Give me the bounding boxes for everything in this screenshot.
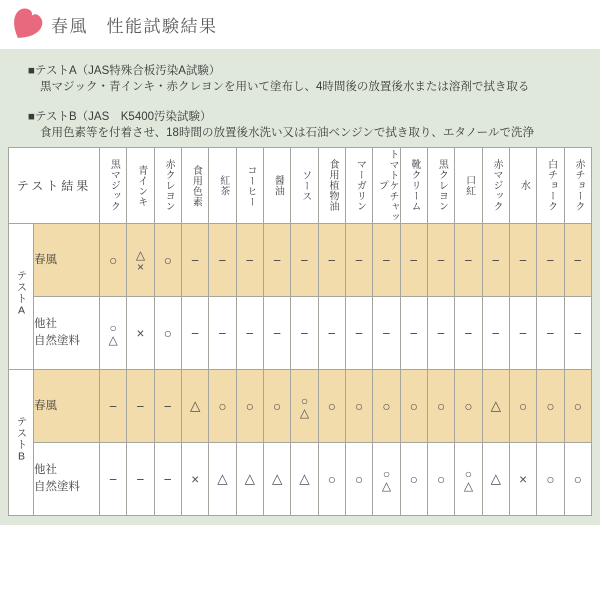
result-cell: ○	[318, 443, 345, 516]
column-header-label: 白チョーク	[545, 159, 557, 212]
note-b-heading: ■テストB（JAS K5400汚染試験）	[28, 111, 212, 123]
result-cell: −	[154, 443, 181, 516]
result-cell: ○	[345, 370, 372, 443]
result-cell: −	[509, 297, 536, 370]
result-cell: ○	[427, 370, 454, 443]
result-cell: ○	[263, 370, 290, 443]
result-cell: −	[564, 297, 591, 370]
column-header-10	[345, 148, 372, 224]
column-header-label: 食用色素	[190, 164, 202, 207]
column-header-16	[509, 148, 536, 224]
result-cell: −	[373, 224, 400, 297]
result-cell: △	[482, 443, 509, 516]
column-header-label: 赤マジック	[491, 159, 502, 212]
result-cell: −	[236, 224, 263, 297]
column-header-3	[154, 148, 181, 224]
column-header-label: ソース	[299, 169, 311, 202]
column-header-13	[427, 148, 454, 224]
results-table	[8, 147, 592, 516]
result-cell: −	[263, 224, 290, 297]
result-cell: −	[263, 297, 290, 370]
column-header-label: 水	[518, 180, 530, 191]
result-cell: △	[482, 370, 509, 443]
result-cell: ○	[318, 370, 345, 443]
result-cell: −	[509, 224, 536, 297]
column-header-label: トマトケチャップ	[376, 148, 398, 223]
group-label	[9, 224, 34, 370]
column-header-6	[236, 148, 263, 224]
table-row	[9, 297, 592, 370]
result-cell: ○	[455, 370, 482, 443]
result-cell: ○ △	[100, 297, 127, 370]
result-cell: −	[291, 297, 318, 370]
result-cell: △	[209, 443, 236, 516]
corner-header: テスト結果	[9, 148, 100, 224]
result-cell: ○	[100, 224, 127, 297]
result-cell: −	[318, 297, 345, 370]
column-header-7	[263, 148, 290, 224]
note-a-heading: ■テストA（JAS特殊合板汚染A試験）	[28, 65, 221, 77]
result-cell: −	[455, 297, 482, 370]
column-header-label: 口紅	[463, 175, 475, 196]
result-cell: ○	[564, 443, 591, 516]
column-header-14	[455, 148, 482, 224]
row-label: 春風	[34, 370, 100, 443]
row-label: 春風	[34, 224, 100, 297]
result-cell: ○	[209, 370, 236, 443]
result-cell: ○	[373, 370, 400, 443]
result-cell: −	[127, 370, 154, 443]
note-test-a	[28, 63, 588, 95]
result-cell: ○	[537, 370, 564, 443]
result-cell: −	[181, 224, 208, 297]
table-header-row	[9, 148, 592, 224]
result-cell: −	[345, 297, 372, 370]
result-cell: −	[537, 297, 564, 370]
table-row	[9, 224, 592, 297]
column-header-label: 赤クレヨン	[163, 159, 175, 212]
result-cell: ○	[400, 443, 427, 516]
result-cell: −	[291, 224, 318, 297]
result-cell: ○	[345, 443, 372, 516]
table-row	[9, 370, 592, 443]
result-cell: −	[427, 224, 454, 297]
row-label: 他社 自然塗料	[34, 297, 100, 370]
result-cell: −	[318, 224, 345, 297]
result-cell: △	[263, 443, 290, 516]
result-cell: △	[291, 443, 318, 516]
result-cell: ×	[509, 443, 536, 516]
sakura-petal-icon	[7, 3, 45, 47]
result-cell: −	[400, 224, 427, 297]
result-cell: △ ×	[127, 224, 154, 297]
result-cell: −	[455, 224, 482, 297]
column-header-15	[482, 148, 509, 224]
result-cell: −	[564, 224, 591, 297]
column-header-label: 食用植物油	[327, 159, 339, 212]
result-cell: −	[427, 297, 454, 370]
result-cell: ○	[154, 297, 181, 370]
result-cell: −	[373, 297, 400, 370]
note-a-body: 黒マジック・青インキ・赤クレヨンを用いて塗布し、4時間後の放置後水または溶剤で拭き取る	[40, 81, 530, 93]
result-cell: −	[482, 297, 509, 370]
column-header-5	[209, 148, 236, 224]
column-header-9	[318, 148, 345, 224]
result-cell: ○	[564, 370, 591, 443]
result-cell: −	[127, 443, 154, 516]
column-header-label: コーヒー	[245, 164, 257, 207]
group-label	[9, 370, 34, 516]
note-b-body: 食用色素等を付着させ、18時間の放置後水洗い又は石油ベンジンで拭き取り、エタノールで洗浄	[40, 127, 534, 139]
column-header-label: 黒クレヨン	[436, 159, 448, 212]
column-header-label: 紅茶	[217, 175, 229, 196]
result-cell: ○	[509, 370, 536, 443]
group-label-text: テストB	[15, 416, 28, 464]
result-cell: −	[400, 297, 427, 370]
test-notes	[28, 63, 588, 155]
result-cell: −	[100, 443, 127, 516]
page-title: 春風 性能試験結果	[51, 17, 218, 36]
group-label-text: テストA	[15, 270, 28, 318]
result-cell: ○ △	[291, 370, 318, 443]
column-header-17	[537, 148, 564, 224]
column-header-label: 赤チョーク	[573, 159, 585, 212]
note-test-b	[28, 109, 588, 141]
result-cell: ×	[181, 443, 208, 516]
result-cell: ×	[127, 297, 154, 370]
result-cell: −	[236, 297, 263, 370]
column-header-8	[291, 148, 318, 224]
column-header-4	[181, 148, 208, 224]
result-cell: ○	[236, 370, 263, 443]
column-header-label: 黒マジック	[108, 159, 120, 212]
titlebar	[0, 0, 600, 49]
result-cell: △	[236, 443, 263, 516]
column-header-2	[127, 148, 154, 224]
column-header-label: 靴クリーム	[409, 159, 421, 212]
result-cell: −	[100, 370, 127, 443]
result-cell: ○	[427, 443, 454, 516]
result-cell: ○ △	[455, 443, 482, 516]
result-cell: −	[154, 370, 181, 443]
column-header-11	[373, 148, 400, 224]
result-cell: −	[181, 297, 208, 370]
result-cell: ○	[154, 224, 181, 297]
result-cell: −	[209, 224, 236, 297]
result-cell: −	[209, 297, 236, 370]
table-row	[9, 443, 592, 516]
result-cell: −	[537, 224, 564, 297]
result-cell: −	[345, 224, 372, 297]
result-cell: −	[482, 224, 509, 297]
column-header-label: 青インキ	[135, 164, 147, 207]
result-cell: ○	[400, 370, 427, 443]
row-label: 他社 自然塗料	[34, 443, 100, 516]
column-header-12	[400, 148, 427, 224]
column-header-18	[564, 148, 591, 224]
column-header-1	[100, 148, 127, 224]
column-header-label: マーガリン	[354, 159, 366, 212]
column-header-label: 醤油	[272, 175, 284, 196]
result-cell: △	[181, 370, 208, 443]
result-cell: ○	[537, 443, 564, 516]
result-cell: ○ △	[373, 443, 400, 516]
